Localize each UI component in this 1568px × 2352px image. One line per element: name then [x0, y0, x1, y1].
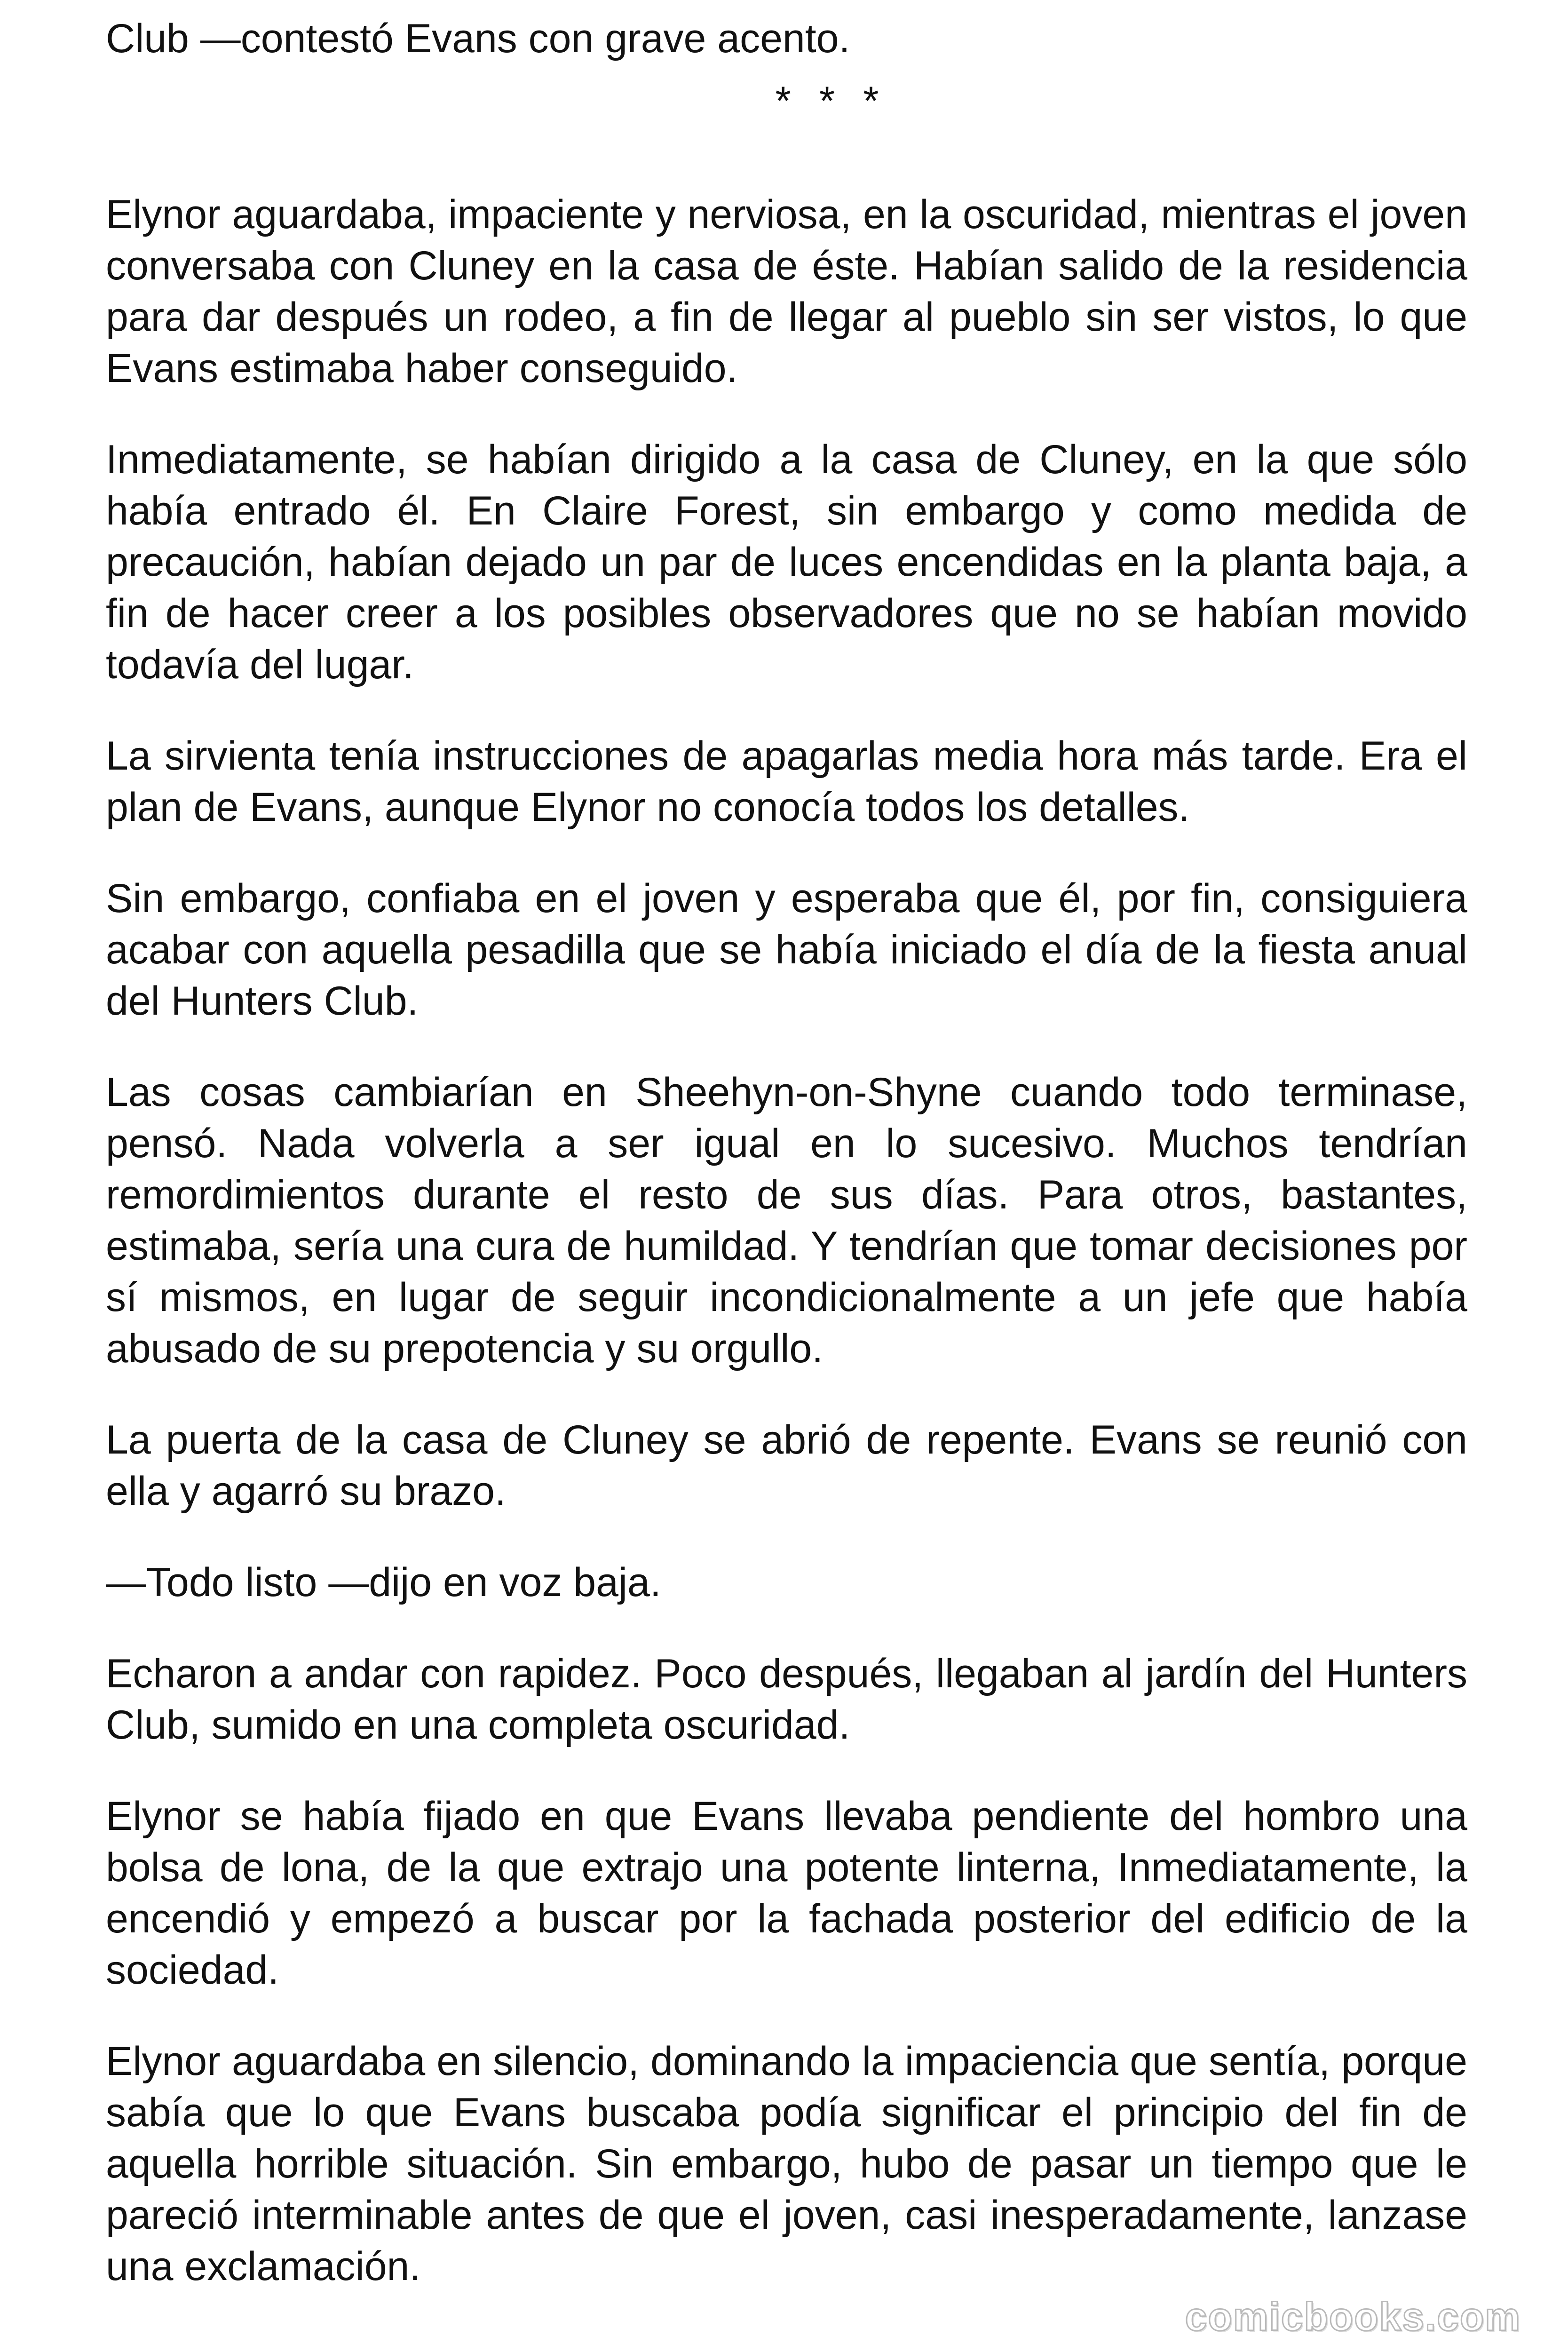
paragraph: La puerta de la casa de Cluney se abrió de repente. Evans se reunió con ella y agarró su brazo. [106, 1417, 1467, 1514]
scene-break: * * * [775, 79, 887, 124]
watermark: comicbooks.com [1185, 2295, 1521, 2339]
paragraph: La sirvienta tenía instrucciones de apagarlas media hora más tarde. Era el plan de Evans, aunque Elynor no conocía todos los detalles. [106, 733, 1467, 830]
paragraph: Echaron a andar con rapidez. Poco después, llegaban al jardín del Hunters Club, sumido en una completa oscuridad. [106, 1651, 1467, 1748]
paragraph: Las cosas cambiarían en Sheehyn-on-Shyne cuando todo terminase, pensó. Nada volverla a ser igual en lo sucesivo. Muchos tendrían remordimientos durante el resto de sus días. Para otros, bastantes, estimaba, sería una cura de humildad. Y tendrían que tomar decisiones por sí mismos, en lugar de seguir incondicionalmente a un jefe que había abusado de su prepotencia y su orgullo. [106, 1070, 1467, 1371]
paragraph: —Todo listo —dijo en voz baja. [106, 1560, 661, 1605]
paragraph: Inmediatamente, se habían dirigido a la casa de Cluney, en la que sólo había entrado él. En Claire Forest, sin embargo y como medida de precaución, habían dejado un par de luces encendidas en la planta baja, a fin de hacer creer a los posibles observadores que no se habían movido todavía del lugar. [106, 437, 1467, 687]
opening-line: Club —contestó Evans con grave acento. [106, 16, 850, 61]
paragraph: Elynor se había fijado en que Evans llevaba pendiente del hombro una bolsa de lona, de la que extrajo una potente linterna, Inmediatamente, la encendió y empezó a buscar por la fachada posterior del edificio de la sociedad. [106, 1794, 1467, 1993]
paragraph: Sin embargo, confiaba en el joven y esperaba que él, por fin, consiguiera acabar con aquella pesadilla que se había iniciado el día de la fiesta anual del Hunters Club. [106, 876, 1467, 1024]
paragraph: Elynor aguardaba, impaciente y nerviosa, en la oscuridad, mientras el joven conversaba con Cluney en la casa de éste. Habían salido de la residencia para dar después un rodeo, a fin de llegar al pueblo sin ser vistos, lo que Evans estimaba haber conseguido. [106, 192, 1467, 391]
paragraph: Elynor aguardaba en silencio, dominando la impaciencia que sentía, porque sabía que lo que Evans buscaba podía significar el principio del fin de aquella horrible situación. Sin embargo, hubo de pasar un tiempo que le pareció interminable antes de que el joven, casi inesperadamente, lanzase una exclamación. [106, 2039, 1467, 2289]
body-text [106, 13, 1467, 2332]
